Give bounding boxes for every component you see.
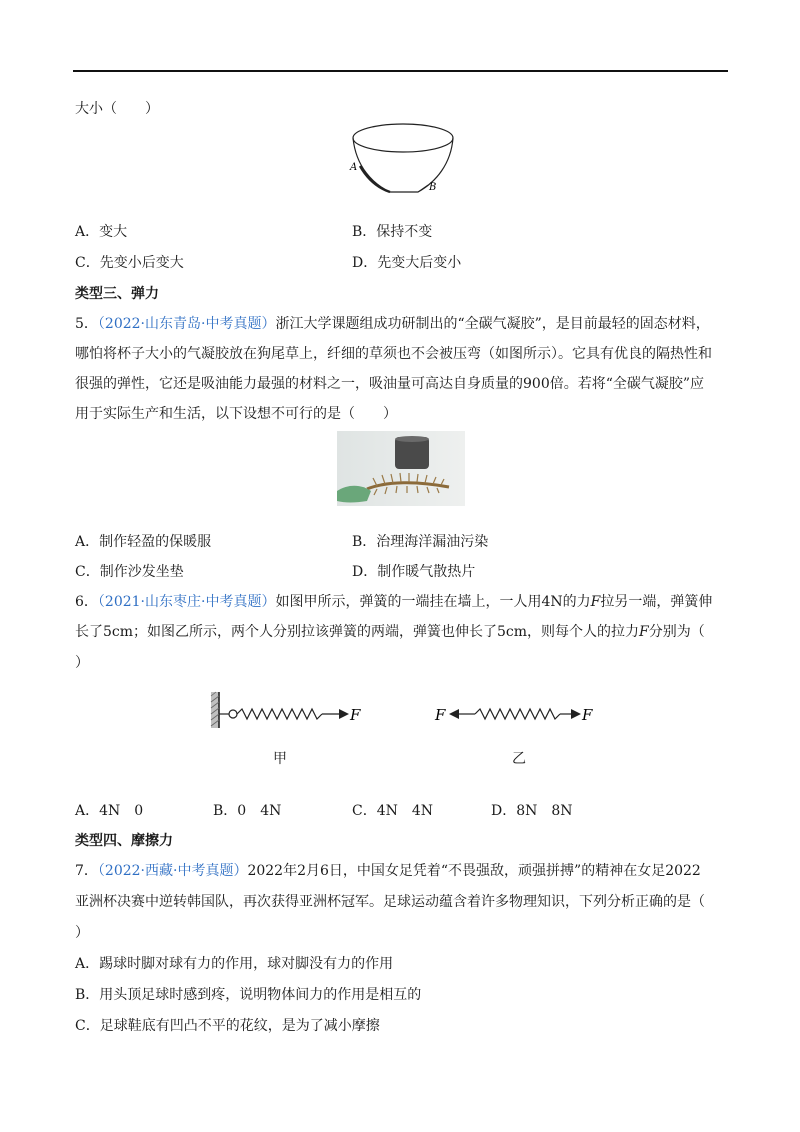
spring-figure-jia <box>208 688 373 736</box>
q6-text-b: 拉另一端，弹簧伸 <box>600 594 713 610</box>
q6-text-c: 长了5cm；如图乙所示，两个人分别拉该弹簧的两端，弹簧也伸长了5cm，则每个人的拉力 <box>75 624 640 640</box>
q7-option-a: A．踢球时脚对球有力的作用，球对脚没有力的作用 <box>75 956 394 972</box>
q6-force-symbol-2: F <box>639 624 649 640</box>
q5-option-a: A．制作轻盈的保暖服 <box>75 534 212 550</box>
header-rule <box>73 70 728 72</box>
spring-jia-force-label: F <box>350 706 361 724</box>
spring-yi-force-label-left: F <box>435 706 446 724</box>
q6-option-a: A．4N 0 <box>75 803 144 819</box>
q5-text: 浙江大学课题组成功研制出的“全碳气凝胶”，是目前最轻的固态材料， <box>275 316 710 332</box>
q6-option-c: C．4N 4N <box>352 803 434 819</box>
q6-force-symbol: F <box>590 594 601 610</box>
q6-text-d: 分别为（ <box>648 624 705 640</box>
q5-option-b: B．治理海洋漏油污染 <box>352 534 489 550</box>
q7-source-link[interactable]: （2022·西藏·中考真题） <box>97 863 248 879</box>
spring-yi-force-label-right: F <box>582 706 593 724</box>
q6-line-3: ） <box>75 655 89 671</box>
q6-line-2 <box>75 622 705 642</box>
aerogel-photo <box>337 431 465 506</box>
q7-option-c: C．足球鞋底有凹凸不平的花纹，是为了减小摩擦 <box>75 1018 380 1034</box>
bowl-figure <box>348 122 458 198</box>
bowl-label-b: B <box>429 182 437 193</box>
section-heading-elastic-force: 类型三、弹力 <box>75 286 159 302</box>
q5-option-c: C．制作沙发坐垫 <box>75 564 184 580</box>
section-heading-friction: 类型四、摩擦力 <box>75 833 173 849</box>
q5-line-4: 用于实际生产和生活，以下设想不可行的是（ ） <box>75 406 397 422</box>
q4-option-d: D．先变大后变小 <box>352 255 462 271</box>
q5-source-link[interactable]: （2022·山东青岛·中考真题） <box>97 316 276 332</box>
q6-option-d: D．8N 8N <box>491 803 573 819</box>
q7-line-1 <box>75 861 701 881</box>
bowl-label-a: A <box>350 162 358 173</box>
q4-option-a: A．变大 <box>75 224 128 240</box>
q7-line-2: 亚洲杯决赛中逆转韩国队，再次获得亚洲杯冠军。足球运动蕴含着许多物理知识，下列分析正确的是（ <box>75 894 705 910</box>
q6-number: 6． <box>75 594 98 610</box>
q5-line-2: 哪怕将杯子大小的气凝胶放在狗尾草上，纤细的草须也不会被压弯（如图所示）。它具有优良的隔热性和 <box>75 346 712 362</box>
q7-option-b: B．用头顶足球时感到疼，说明物体间力的作用是相互的 <box>75 987 422 1003</box>
q4-option-b: B．保持不变 <box>352 224 433 240</box>
q5-line-1 <box>75 314 710 334</box>
q7-line-3: ） <box>75 925 89 941</box>
q6-text-a: 如图甲所示，弹簧的一端挂在墙上，一人用4N的力 <box>275 594 591 610</box>
q6-source-link[interactable]: （2021·山东枣庄·中考真题） <box>97 594 276 610</box>
q5-option-d: D．制作暖气散热片 <box>352 564 476 580</box>
q4-option-c: C．先变小后变大 <box>75 255 184 271</box>
q5-number: 5． <box>75 316 98 332</box>
q6-option-b: B．0 4N <box>213 803 282 819</box>
caption-yi: 乙 <box>512 751 526 767</box>
q5-line-3: 很强的弹性，它还是吸油能力最强的材料之一，吸油量可高达自身质量的900倍。若将“全碳气凝胶”应 <box>75 376 705 392</box>
spring-figure-yi <box>433 688 603 736</box>
q4-text: 大小（ ） <box>75 101 159 117</box>
q6-line-1 <box>75 592 712 612</box>
q7-number: 7． <box>75 863 98 879</box>
caption-jia: 甲 <box>273 751 287 767</box>
q7-text: 2022年2月6日，中国女足凭着“不畏强敌，顽强拼搏”的精神在女足2022 <box>247 863 701 879</box>
